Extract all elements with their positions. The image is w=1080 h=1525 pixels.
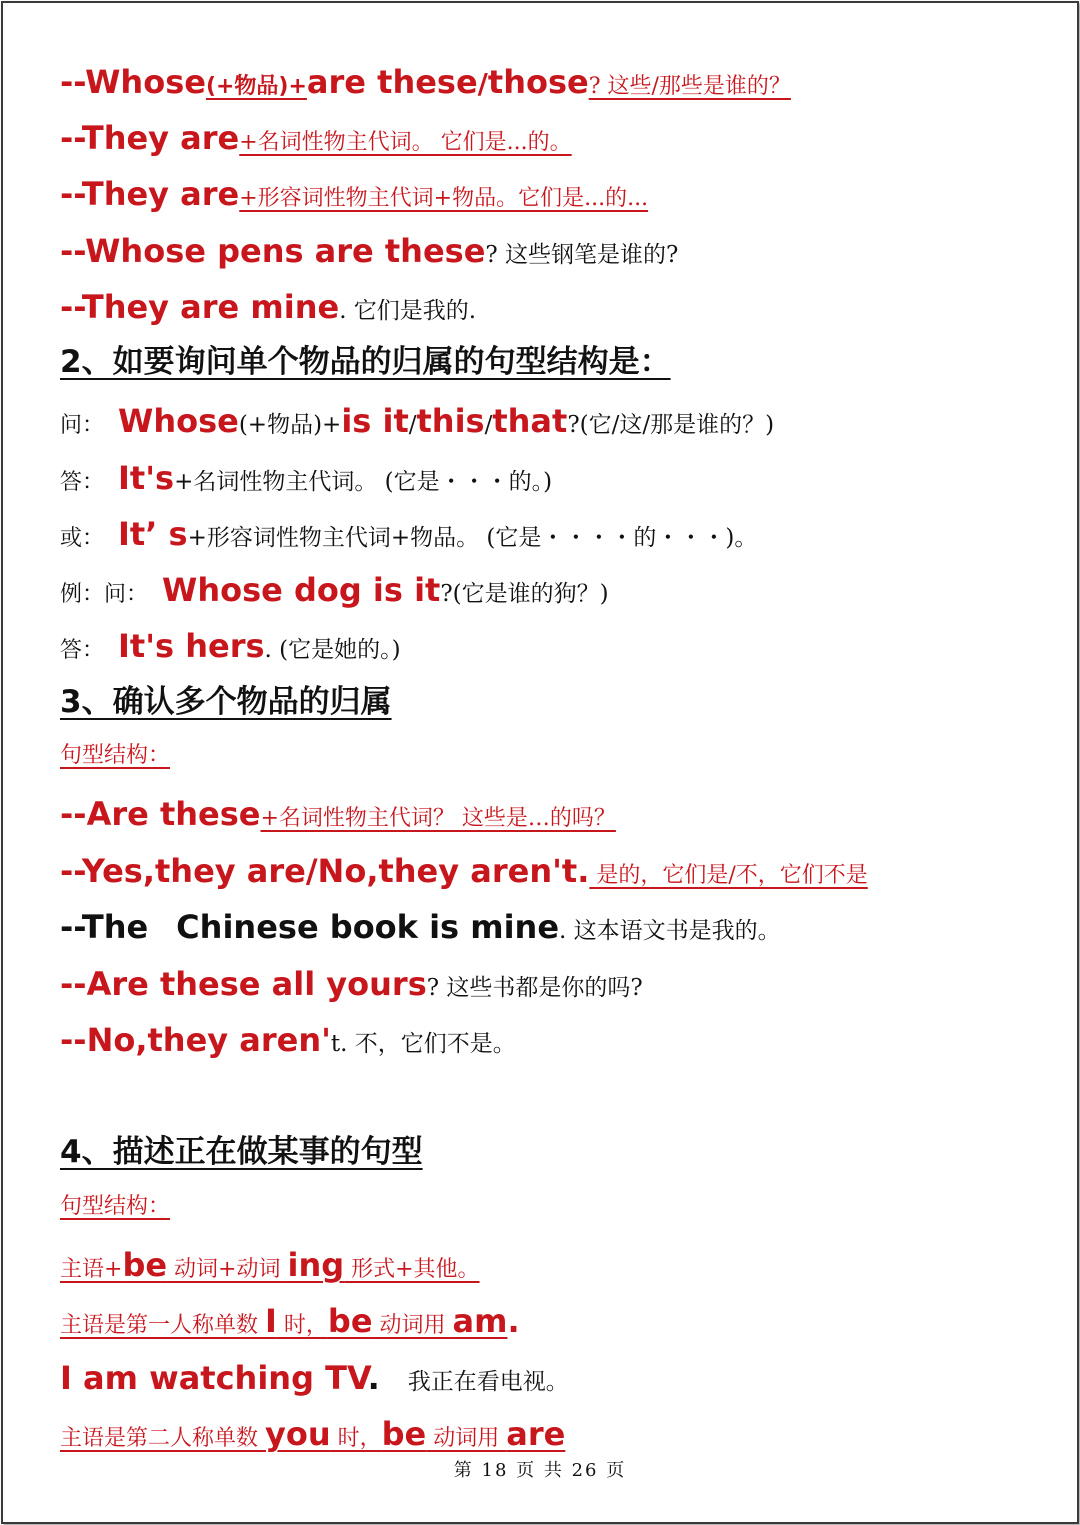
translation: ? 这些钢笔是谁的? — [485, 242, 679, 268]
s2-question — [60, 402, 775, 440]
pattern-note: +名词性物主代词。 它们是...的。 — [239, 130, 572, 155]
s4-line-3 — [60, 1359, 569, 1397]
translation: t. 不，它们不是。 — [330, 1031, 516, 1057]
be: be — [327, 1302, 373, 1340]
heading-text: 4、描述正在做某事的句型 — [60, 1134, 423, 1170]
pattern-note: +形容词性物主代词+物品。 (它是・・・・的・・・)。 — [187, 525, 758, 551]
dash: -- — [60, 795, 87, 833]
dash: -- — [60, 119, 82, 157]
dash: -- — [60, 852, 82, 890]
dash: -- — [60, 288, 82, 326]
section-3-heading — [60, 684, 392, 720]
translation: 是的，它们是/不，它们不是 — [589, 863, 868, 888]
slash: / — [408, 412, 417, 438]
s3-line-5 — [60, 1021, 516, 1059]
s1-line-4 — [60, 232, 679, 270]
verb-uses: 动词用 — [426, 1426, 507, 1451]
example-sentence: I am watching TV — [60, 1359, 368, 1397]
they-are-no: they are/No — [155, 852, 367, 890]
translation: 我正在看电视。 — [407, 1369, 569, 1395]
example-answer: It's hers — [118, 627, 265, 665]
s1-line-5 — [60, 288, 477, 326]
translation: ? 这些书都是你的吗? — [426, 975, 643, 1001]
are: are — [506, 1415, 566, 1453]
that: that — [492, 402, 568, 440]
page-footer: 第 18 页 共 26 页 — [453, 1460, 627, 1481]
they-are: They are — [81, 119, 240, 157]
the: The — [81, 908, 149, 946]
s2-answer-1 — [60, 459, 553, 497]
they-arent: they aren' — [147, 1021, 331, 1059]
they-are: They are — [81, 175, 240, 213]
example-question: Whose pens are these — [85, 232, 486, 270]
s2-answer-2 — [60, 515, 758, 553]
s2-example — [60, 571, 609, 609]
heading-text: 3、确认多个物品的归属 — [60, 684, 392, 720]
comma: , — [135, 1021, 148, 1059]
translation: ?(它是谁的狗？) — [440, 581, 609, 607]
they-arent: they aren't. — [378, 852, 590, 890]
plus-item: (+物品)+ — [205, 74, 307, 99]
pattern-note: +名词性物主代词？ 这些是…的吗？ — [260, 806, 616, 831]
translation: . 它们是我的. — [339, 298, 477, 324]
dash: -- — [60, 175, 82, 213]
translation: . 这本语文书是我的。 — [559, 918, 781, 944]
dash: -- — [60, 232, 86, 270]
s1-line-2 — [60, 119, 572, 157]
translation: ?(它/这/那是谁的？) — [567, 412, 775, 438]
s4-line-4 — [60, 1415, 566, 1453]
this: this — [416, 402, 485, 440]
s3-line-2 — [60, 852, 868, 890]
comma: , — [142, 852, 155, 890]
pattern-note: +名词性物主代词。 (它是・・・的。) — [174, 469, 553, 495]
pattern-note: +形容词性物主代词+物品。它们是...的... — [239, 186, 649, 211]
are-these: are these — [306, 63, 478, 101]
verb-uses: 动词用 — [372, 1313, 453, 1338]
ing: ing — [287, 1246, 345, 1284]
s4-pattern-label — [60, 1196, 170, 1218]
is-it: is it — [341, 402, 409, 440]
section-4-heading — [60, 1134, 423, 1170]
translation: . (它是她的。) — [264, 637, 401, 663]
dash: -- — [60, 908, 82, 946]
s4-line-2 — [60, 1302, 520, 1340]
section-2-heading — [60, 344, 671, 380]
verb-plus-verb: 动词+动词 — [167, 1257, 288, 1282]
first-person-note: 主语是第一人称单数 — [60, 1313, 265, 1338]
s1-line-1 — [60, 63, 791, 101]
label-example: 例：问： — [60, 582, 149, 607]
its: It’ s — [118, 515, 188, 553]
pattern-label: 句型结构： — [60, 743, 171, 768]
be: be — [122, 1246, 168, 1284]
word-whose: Whose — [118, 402, 239, 440]
slash: / — [484, 412, 493, 438]
pattern-label: 句型结构： — [60, 1194, 171, 1219]
yes: Yes — [81, 852, 143, 890]
s3-line-1 — [60, 795, 616, 833]
period: . — [367, 1359, 380, 1397]
example-question: Whose dog is it — [162, 571, 441, 609]
comma: , — [366, 852, 379, 890]
dash: -- — [60, 1021, 87, 1059]
s3-line-4 — [60, 965, 643, 1003]
example-answer: They are mine — [81, 288, 340, 326]
pronoun-you: you — [265, 1415, 331, 1453]
form-plus-other: 形式+其他。 — [344, 1257, 480, 1282]
word-whose: Whose — [85, 63, 206, 101]
plus-item: (+物品)+ — [238, 412, 342, 438]
dash: -- — [60, 965, 87, 1003]
am: am — [452, 1302, 508, 1340]
pronoun-i: I — [265, 1302, 277, 1340]
second-person-note: 主语是第二人称单数 — [60, 1426, 265, 1451]
translation: ? 这些/那些是谁的？ — [588, 74, 791, 99]
those: those — [487, 63, 589, 101]
s1-line-3 — [60, 175, 649, 213]
when: 时， — [276, 1313, 328, 1338]
example-question: Are these all yours — [86, 965, 427, 1003]
are-these: Are these — [86, 795, 261, 833]
s4-line-1 — [60, 1246, 480, 1284]
be: be — [381, 1415, 427, 1453]
chinese-book-is-mine: Chinese book is mine — [176, 908, 560, 946]
slash: / — [477, 67, 488, 100]
period: . — [507, 1302, 520, 1340]
its: It's — [118, 459, 175, 497]
label-ask: 问： — [60, 413, 105, 438]
label-or: 或： — [60, 526, 105, 551]
when: 时， — [330, 1426, 382, 1451]
heading-text: 2、如要询问单个物品的归属的句型结构是： — [60, 344, 671, 380]
no: No — [86, 1021, 136, 1059]
s3-line-3 — [60, 908, 781, 946]
dash: -- — [60, 63, 86, 101]
label-answer: 答： — [60, 638, 105, 663]
label-answer: 答： — [60, 470, 105, 495]
s2-example-answer — [60, 627, 401, 665]
subject-plus: 主语+ — [60, 1257, 123, 1282]
s3-pattern-label — [60, 745, 170, 767]
